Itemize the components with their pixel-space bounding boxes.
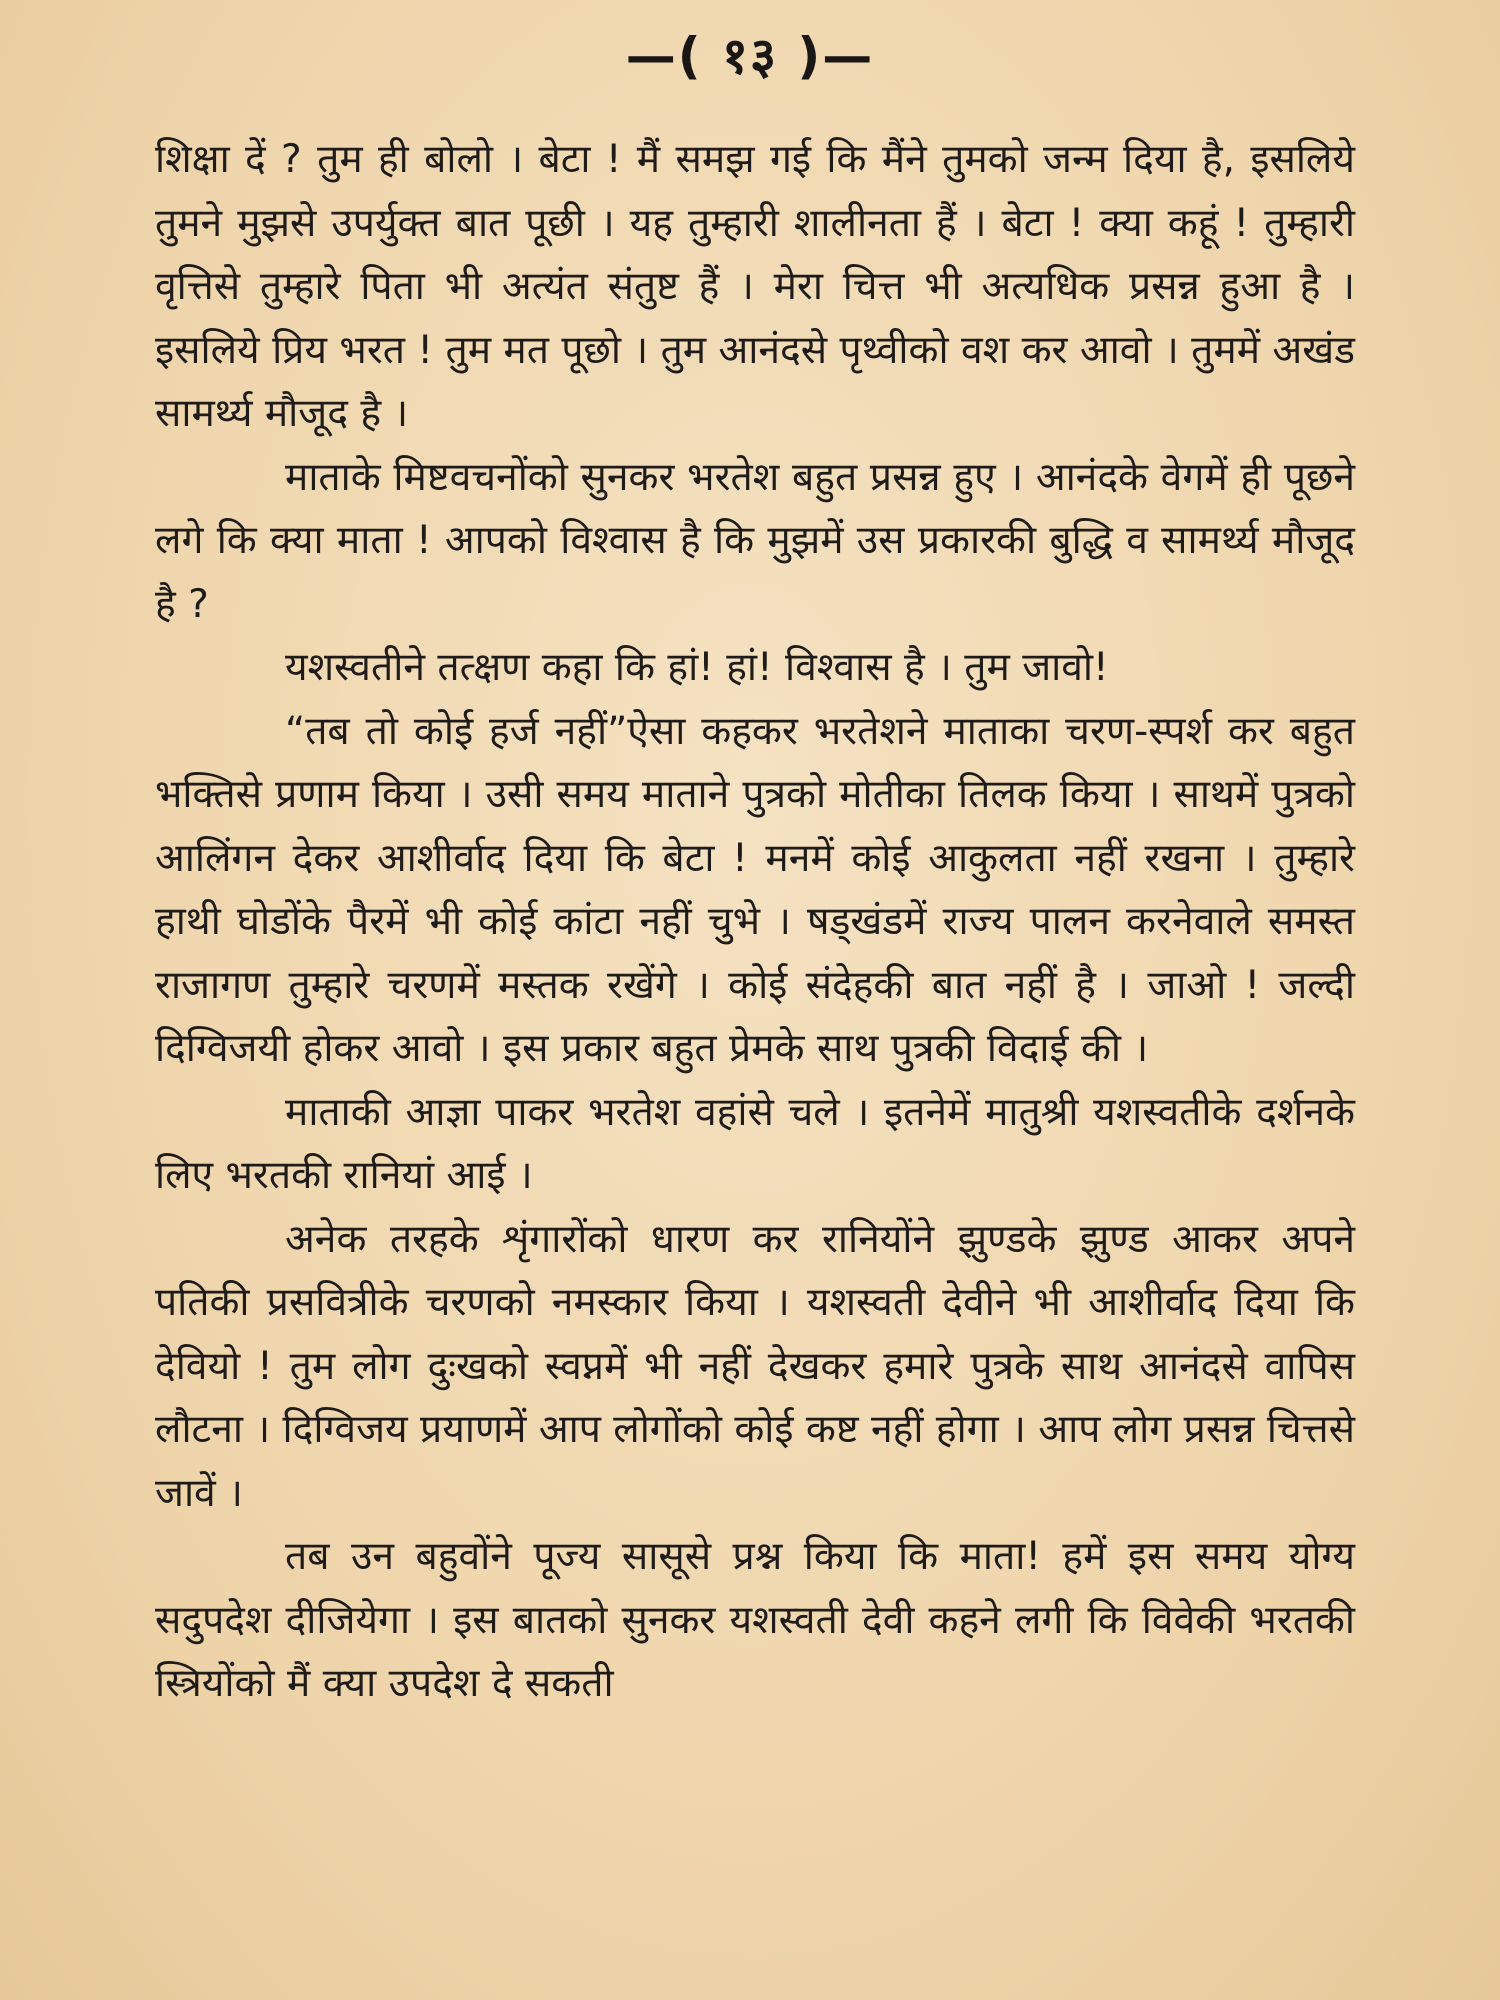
paragraph-4: “तब तो कोई हर्ज नहीं”ऐसा कहकर भरतेशने माताका चरण-स्पर्श कर बहुत भक्तिसे प्रणाम किया । उसी समय माताने पुत्रको मोतीका तिलक किया । साथमें पुत्रको आलिंगन देकर आशीर्वाद दिया कि बेटा ! मनमें कोई आकुलता नहीं रखना । तुम्हारे हाथी घोडोंके पैरमें भी कोई कांटा नहीं चुभे । षड्खंडमें राज्य पालन करनेवाले समस्त राजागण तुम्हारे चरणमें मस्तक रखेंगे । कोई संदेहकी बात नहीं है । जाओ ! जल्दी दिग्विजयी होकर आवो । इस प्रकार बहुत प्रेमके साथ पुत्रकी विदाई की । xyxy=(155,708,1355,1071)
paragraph-1: शिक्षा दें ? तुम ही बोलो । बेटा ! मैं समझ गई कि मैंने तुमको जन्म दिया है, इसलिये तुमने मुझसे उपर्युक्त बात पूछी । यह तुम्हारी शालीनता हैं । बेटा ! क्या कहूं ! तुम्हारी वृत्तिसे तुम्हारे पिता भी अत्यंत संतुष्ट हैं । मेरा चित्त भी अत्यधिक प्रसन्न हुआ है । इसलिये प्रिय भरत ! तुम मत पूछो । तुम आनंदसे पृथ्वीको वश कर आवो । तुममें अखंड सामर्थ्य मौजूद है । xyxy=(155,137,1355,436)
text-body xyxy=(155,128,1355,1716)
paragraph-7: तब उन बहुवोंने पूज्य सासूसे प्रश्न किया कि माता! हमें इस समय योग्य सदुपदेश दीजियेगा । इस बातको सुनकर यशस्वती देवी कहने लगी कि विवेकी भरतकी स्त्रियोंको मैं क्या उपदेश दे सकती xyxy=(155,1534,1355,1706)
paragraph-5: माताकी आज्ञा पाकर भरतेश वहांसे चले । इतनेमें मातुश्री यशस्वतीके दर्शनके लिए भरतकी रानियां आई । xyxy=(155,1089,1355,1198)
page-header: —( १३ )— xyxy=(625,27,875,85)
paragraph-3: यशस्वतीने तत्क्षण कहा कि हां! हां! विश्वास है । तुम जावो! xyxy=(285,645,1109,690)
paragraph-2: माताके मिष्टवचनोंको सुनकर भरतेश बहुत प्रसन्न हुए । आनंदके वेगमें ही पूछने लगे कि क्या माता ! आपको विश्वास है कि मुझमें उस प्रकारकी बुद्धि व सामर्थ्य मौजूद है ? xyxy=(155,454,1355,627)
paragraph-6: अनेक तरहके शृंगारोंको धारण कर रानियोंने झुण्डके झुण्ड आकर अपने पतिकी प्रसवित्रीके चरणको नमस्कार किया । यशस्वती देवीने भी आशीर्वाद दिया कि देवियो ! तुम लोग दुःखको स्वप्नमें भी नहीं देखकर हमारे पुत्रके साथ आनंदसे वापिस लौटना । दिग्विजय प्रयाणमें आप लोगोंको कोई कष्ट नहीं होगा । आप लोग प्रसन्न चित्तसे जावें । xyxy=(155,1216,1355,1516)
